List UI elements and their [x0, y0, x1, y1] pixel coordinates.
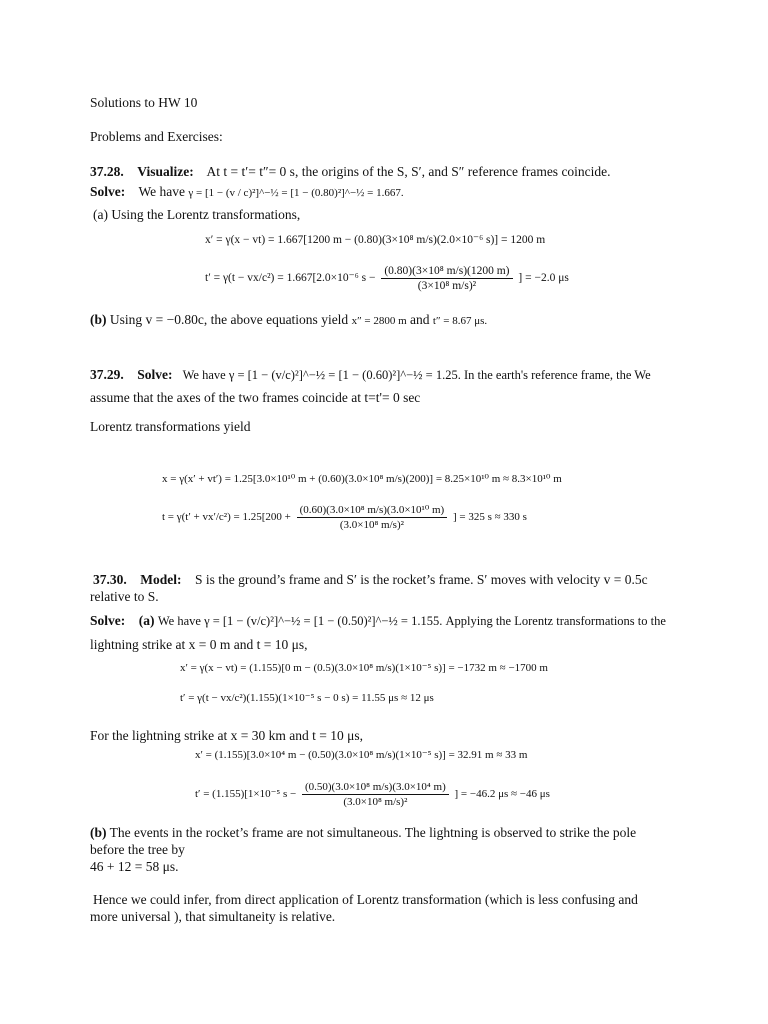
solve-line-2: assume that the axes of the two frames coincide at t=t'= 0 sec: [90, 390, 421, 405]
doc-title: Solutions to HW 10: [90, 95, 198, 110]
eq-fraction: [302, 780, 449, 809]
equation-x-prime-2: x′ = (1.155)[3.0×10⁴ m − (0.50)(3.0×10⁸ m/s)(1×10⁻⁵ s)] = 32.91 m ≈ 33 m: [195, 749, 528, 761]
eq-numerator: (0.60)(3.0×10⁸ m/s)(3.0×10¹⁰ m): [297, 503, 448, 518]
problem-number: 37.30.: [93, 572, 127, 587]
equation-x-prime: x′ = γ(x − vt) = 1.667[1200 m − (0.80)(3×10⁸ m/s)(2.0×10⁻⁶ s)] = 1200 m: [205, 234, 546, 246]
equation-x: x = γ(x′ + vt′) = 1.25[3.0×10¹⁰ m + (0.60)(3.0×10⁸ m/s)(200)] = 8.25×10¹⁰ m ≈ 8.3×10¹⁰ m: [162, 473, 562, 485]
visualize-label: Visualize:: [137, 164, 194, 179]
eq-rhs: ] = 325 s ≈ 330 s: [452, 511, 527, 524]
problem-number: 37.28.: [90, 164, 124, 179]
second-strike-intro: For the lightning strike at x = 30 km and t = 10 μs,: [90, 728, 363, 743]
equation-t: [162, 503, 527, 532]
gamma-equation: γ = [1 − (v / c)²]^−½ = [1 − (0.80)²]^−½ = 1.667.: [188, 187, 404, 199]
part-b-text: The events in the rocket’s frame are not simultaneous. The lightning is observed to strike the pole: [109, 825, 637, 840]
eq-lhs: t′ = (1.155)[1×10⁻⁵ s −: [195, 788, 297, 801]
problem-37-28-visualize: [90, 164, 611, 180]
equation-t-prime-2: [195, 780, 550, 809]
part-a-text-2: lightning strike at x = 0 m and t = 10 μs,: [90, 637, 308, 652]
equation-t-prime-1: t′ = γ(t − vx/c²)(1.155)(1×10⁻⁵ s − 0 s) = 11.55 μs ≈ 12 μs: [180, 692, 434, 704]
eq-rhs: ] = −46.2 μs ≈ −46 μs: [454, 788, 550, 801]
eq-fraction: [297, 503, 448, 532]
conclusion: Hence we could infer, from direct application of Lorentz transformation (which is less confusing and: [93, 892, 638, 907]
problem-37-28-solve: [90, 184, 404, 200]
eq-numerator: (0.50)(3.0×10⁸ m/s)(3.0×10⁴ m): [302, 780, 449, 795]
eq-rhs: ] = −2.0 μs: [518, 272, 569, 285]
eq-numerator: (0.80)(3×10⁸ m/s)(1200 m): [381, 264, 512, 279]
part-a-label: (a): [138, 613, 155, 628]
part-b-t: t″ = 8.67 μs.: [432, 315, 488, 327]
part-b-label: (b): [90, 312, 107, 327]
eq-lhs: t′ = γ(t − vx/c²) = 1.667[2.0×10⁻⁶ s −: [205, 272, 376, 285]
part-a-intro: (a) Using the Lorentz transformations,: [93, 207, 301, 222]
doc-subtitle: Problems and Exercises:: [90, 129, 223, 144]
part-b-text-3: 46 + 12 = 58 μs.: [90, 859, 179, 874]
solve-label: Solve:: [90, 613, 126, 628]
part-b-text: Using v = −0.80c, the above equations yield: [109, 312, 349, 327]
problem-37-29-solve: [90, 367, 651, 383]
solve-line-1: We have γ = [1 − (v/c)²]^−½ = [1 − (0.60)²]^−½ = 1.25. In the earth's reference frame, the We: [182, 368, 651, 382]
model-label: Model:: [140, 572, 182, 587]
part-b-text-2: before the tree by: [90, 842, 185, 857]
part-b: [90, 825, 636, 841]
part-b-label: (b): [90, 825, 107, 840]
eq-denominator: (3.0×10⁸ m/s)²: [339, 519, 404, 531]
part-b-and: and: [410, 312, 430, 327]
solve-line-3: Lorentz transformations yield: [90, 419, 251, 434]
eq-denominator: (3.0×10⁸ m/s)²: [343, 796, 408, 808]
problem-number: 37.29.: [90, 367, 124, 382]
problem-37-30-model: [93, 572, 648, 588]
solve-label: Solve:: [137, 367, 173, 382]
visualize-text: At t = t′= t″= 0 s, the origins of the S, S′, and S″ reference frames coincide.: [206, 164, 611, 179]
eq-fraction: [381, 264, 512, 293]
equation-t-prime: [205, 264, 569, 293]
solve-text: We have: [138, 184, 186, 199]
part-b: [90, 312, 487, 328]
problem-37-30-solve: [90, 613, 666, 629]
equation-x-prime-1: x′ = γ(x − vt) = (1.155)[0 m − (0.5)(3.0×10⁸ m/s)(1×10⁻⁵ s)] = −1732 m ≈ −1700 m: [180, 662, 548, 674]
solve-label: Solve:: [90, 184, 126, 199]
conclusion-2: more universal ), that simultaneity is relative.: [90, 909, 336, 924]
part-b-x: x″ = 2800 m: [351, 315, 407, 327]
model-text-2: relative to S.: [90, 589, 159, 604]
eq-denominator: (3×10⁸ m/s)²: [417, 280, 477, 292]
eq-lhs: t = γ(t′ + vx′/c²) = 1.25[200 +: [162, 511, 291, 524]
model-text: S is the ground’s frame and S′ is the rocket’s frame. S′ moves with velocity v = 0.5c: [195, 572, 648, 587]
part-a-text: We have γ = [1 − (v/c)²]^−½ = [1 − (0.50)²]^−½ = 1.155. Applying the Lorentz transformations to the: [157, 614, 666, 628]
